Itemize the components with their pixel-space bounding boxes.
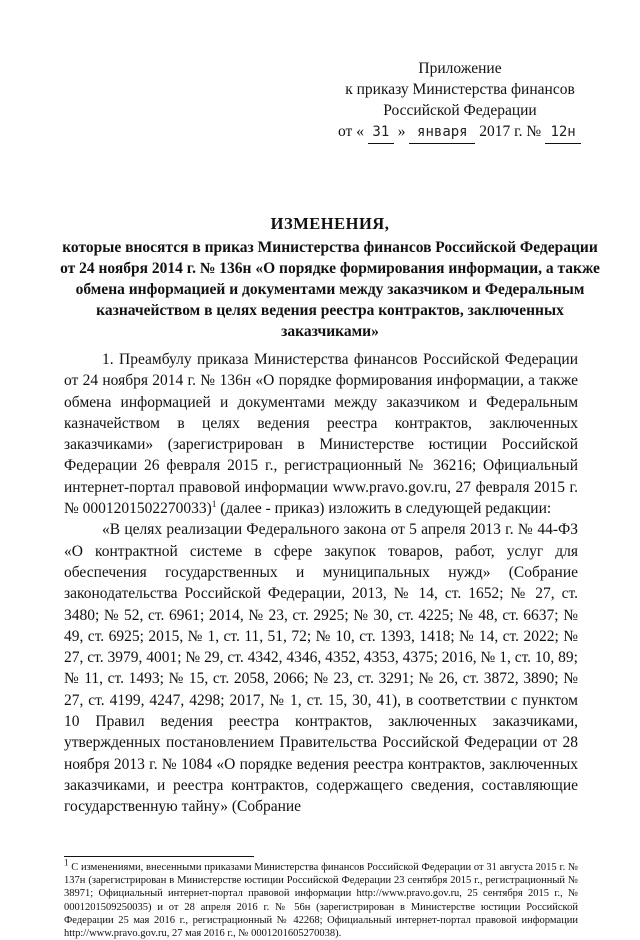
- date-year: 2017 г. №: [479, 123, 542, 140]
- appendix-line-2: к приказу Министерства финансов: [345, 81, 575, 98]
- footnote-text: С изменениями, внесенными приказами Министерства финансов Российской Федерации от 31 августа 2015 г. № 137н (зарегистрирован в Министерстве юстиции Российской Федерации 23 сентября 2015 г., регистрационный № 38971; Официальный интернет-портал правовой информации http://www.pravo.gov.ru, 25 сентября 2015 г., № 0001201509250035) и от 28 апреля 2016 г. № 56н (зарегистрирован в Министерстве юстиции Российской Федерации 25 мая 2016 г., регистрационный № 42268; Официальный интернет-портал правовой информации http://www.pravo.gov.ru, 27 мая 2016 г., № 0001201605270038).: [64, 862, 578, 940]
- order-number-handwritten: 12н: [545, 122, 581, 144]
- date-prefix: от «: [338, 123, 364, 140]
- footnote: [64, 857, 578, 940]
- paragraph-1: [64, 349, 578, 519]
- footnote-divider: [64, 856, 254, 857]
- appendix-header: [330, 58, 590, 140]
- paragraph-2: «В целях реализации Федерального закона от 5 апреля 2013 г. № 44-ФЗ «О контрактной системе в сфере закупок товаров, работ, услуг для обеспечения государственных и муниципальных нужд» (Собрание законодательства Российской Федерации, 2013, № 14, ст. 1652; № 27, ст. 3480; № 52, ст. 6961; 2014, № 23, ст. 2925; № 30, ст. 4225; № 48, ст. 6637; № 49, ст. 6925; 2015, № 1, ст. 11, 51, 72; № 10, ст. 1393, 1418; № 14, ст. 2022; № 27, ст. 3979, 4001; № 29, ст. 4342, 4346, 4352, 4353, 4375; 2016, № 1, ст. 10, 89; № 11, ст. 1493; № 15, ст. 2058, 2066; № 23, ст. 3291; № 26, ст. 3872, 3890; № 27, ст. 4199, 4247, 4298; 2017, № 1, ст. 15, 30, 41), в соответствии с пунктом 10 Правил ведения реестра контрактов, заключенных заказчиками, утвержденных постановлением Правительства Российской Федерации от 28 ноября 2013 г. № 1084 «О порядке ведения реестра контрактов, заключенных заказчиками, и реестра контрактов, содержащего сведения, составляющие государственную тайну» (Собрание: [64, 521, 578, 816]
- title-block: [60, 213, 600, 342]
- paragraph-1-tail: (далее - приказ) изложить в следующей редакции:: [216, 500, 552, 518]
- date-month-handwritten: января: [409, 122, 475, 144]
- appendix-date-line: [338, 121, 598, 144]
- paragraph-1-main: 1. Преамбулу приказа Министерства финансов Российской Федерации от 24 ноября 2014 г. № 136н «О порядке формирования информации, а также обмена информацией и документами между заказчиком и Федеральным казначейством в целях ведения реестра контрактов, заключенных заказчиками» (зарегистрирован в Министерстве юстиции Российской Федерации 26 февраля 2015 г., регистрационный № 36216; Официальный интернет-портал правовой информации www.pravo.gov.ru, 27 февраля 2015 г. № 0001201502270033): [64, 351, 578, 518]
- footnote-marker: 1: [64, 857, 69, 868]
- footnote-ref: 1: [211, 498, 217, 509]
- document-title: ИЗМЕНЕНИЯ,: [270, 214, 390, 233]
- body-text: [64, 349, 578, 818]
- document-subtitle: которые вносятся в приказ Министерства финансов Российской Федерации от 24 ноября 2014 г. № 136н «О порядке формирования информации, а также обмена информацией и документами между заказчиком и Федеральным казначейством в целях ведения реестра контрактов, заключенных заказчиками»: [60, 239, 600, 340]
- date-mid: »: [397, 123, 406, 140]
- appendix-line-3: Российской Федерации: [383, 102, 537, 119]
- date-day-handwritten: 31: [368, 122, 394, 144]
- appendix-line-1: Приложение: [418, 60, 502, 77]
